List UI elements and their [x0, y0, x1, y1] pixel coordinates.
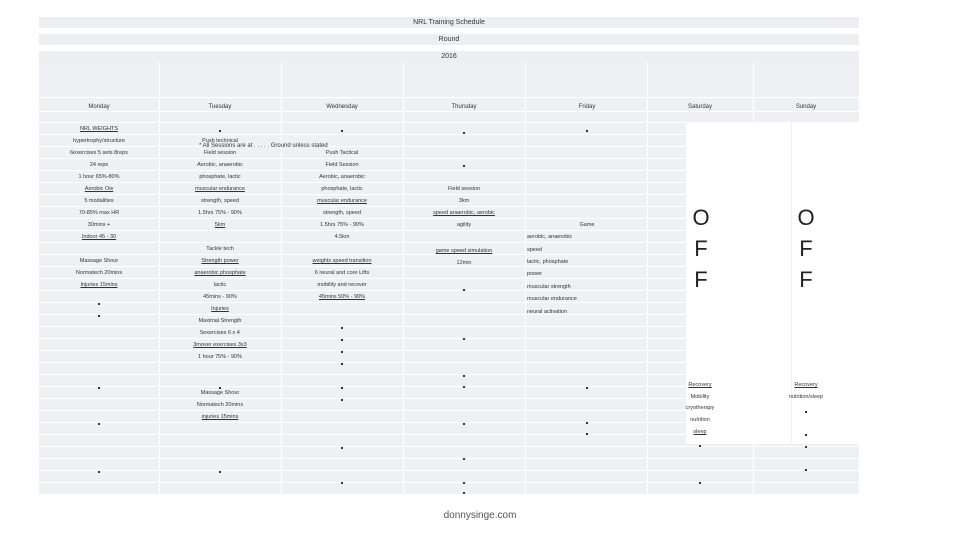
year-label: 2016 [39, 51, 859, 62]
wednesday-item: muscular endurance [317, 198, 367, 204]
row-divider [39, 482, 859, 483]
tuesday-item: Injuries [211, 306, 229, 312]
thursday-item: speed anaerobic, aerobic [433, 210, 495, 216]
friday-item: muscular strength [527, 284, 571, 290]
row-divider [39, 97, 859, 98]
monday-item: Massage Shour [79, 258, 119, 264]
friday-item: speed [527, 247, 542, 253]
monday-item: Injuries 15mins [80, 282, 118, 288]
tuesday-item: Maximal Strength [198, 318, 242, 324]
wednesday-item: 6 neural and core Lifts [314, 270, 370, 276]
row-divider [39, 470, 859, 471]
sessions-note: * All Sessions are at . . . . . Ground unless stated [199, 143, 328, 149]
empty-marker [805, 434, 807, 436]
empty-marker [98, 303, 100, 305]
empty-marker [341, 399, 343, 401]
wednesday-item: Field Session [325, 162, 359, 168]
row-divider [39, 446, 859, 447]
wednesday-item: 1.5hrs 75% - 90% [320, 222, 364, 228]
monday-item: Aerobic Ow [84, 186, 114, 192]
round-label: Round [39, 34, 859, 45]
tuesday-item: Massage Shour [200, 390, 240, 396]
day-header-tuesday: Tuesday [208, 104, 232, 110]
empty-marker [463, 423, 465, 425]
empty-marker [341, 447, 343, 449]
thursday-item: agility [456, 222, 472, 228]
empty-marker [463, 458, 465, 460]
empty-marker [341, 387, 343, 389]
empty-marker [805, 469, 807, 471]
day-header-saturday: Saturday [687, 104, 713, 110]
empty-marker [98, 387, 100, 389]
thursday-item: 12min [456, 260, 472, 266]
saturday-item: Recovery [688, 382, 712, 388]
monday-item: 5 modalities [84, 198, 114, 204]
empty-marker [341, 130, 343, 132]
empty-marker [463, 165, 465, 167]
friday-item: Game [579, 222, 595, 228]
empty-marker [341, 363, 343, 365]
empty-marker [463, 375, 465, 377]
empty-marker [805, 446, 807, 448]
sunday-item: Recovery [794, 382, 818, 388]
friday-item: lactic, phosphate [527, 259, 569, 265]
empty-marker [219, 130, 221, 132]
footer-website: donnysinge.com [443, 510, 517, 521]
row-divider [39, 458, 859, 459]
monday-item: 70-85% max HR [78, 210, 120, 216]
day-header-sunday: Sunday [795, 104, 817, 110]
thursday-item: 3km [458, 198, 470, 204]
tuesday-item: Tackle tech [206, 246, 234, 252]
monday-item: Normatech 20mins [75, 270, 123, 276]
empty-marker [463, 289, 465, 291]
schedule-grid [39, 62, 859, 494]
monday-item: NRL WEIGHTS [80, 126, 118, 132]
empty-marker [463, 386, 465, 388]
friday-item: power [527, 271, 542, 277]
tuesday-item: lactic [213, 282, 227, 288]
tuesday-item: injuries 15mins [201, 414, 239, 420]
tuesday-item: 1.5hrs 75% - 90% [198, 210, 242, 216]
tuesday-item: 5exercises 6 x 4 [200, 330, 240, 336]
tuesday-item: Push technical [202, 138, 238, 144]
empty-marker [341, 327, 343, 329]
empty-marker [463, 492, 465, 494]
monday-item: Indoor 45 - 30 [81, 234, 117, 240]
empty-marker [586, 433, 588, 435]
wednesday-item: mobility and recover [317, 282, 367, 288]
empty-marker [463, 338, 465, 340]
monday-item: hypertrophy/structure [73, 138, 125, 144]
thursday-item: Field session [447, 186, 481, 192]
tuesday-item: 1 hour 75% - 90% [197, 354, 243, 360]
tuesday-item: phosphate, lactic [199, 174, 241, 180]
empty-marker [98, 315, 100, 317]
tuesday-item: 3mover exercises 3x3 [193, 342, 247, 348]
saturday-off-label: O F F [692, 205, 710, 292]
schedule-title: NRL Training Schedule [39, 17, 859, 28]
tuesday-item: Aerobic, anaerobic [197, 162, 243, 168]
tuesday-item: 45mins - 90% [203, 294, 237, 300]
row-divider [39, 111, 859, 112]
sunday-item: nutrition/sleep [788, 394, 824, 400]
empty-marker [463, 482, 465, 484]
tuesday-item: strength, speed [201, 198, 239, 204]
day-header-monday: Monday [88, 104, 110, 110]
wednesday-item: strength, speed [323, 210, 361, 216]
friday-item: muscular endurance [527, 296, 577, 302]
empty-marker [219, 471, 221, 473]
saturday-item: nutrition [690, 417, 710, 423]
empty-marker [699, 482, 701, 484]
tuesday-item: Field session [203, 150, 237, 156]
tuesday-item: muscular endurance [195, 186, 245, 192]
empty-marker [586, 387, 588, 389]
monday-item: 24 reps [89, 162, 109, 168]
day-header-wednesday: Wednesday [326, 104, 358, 110]
empty-marker [341, 339, 343, 341]
friday-item: neural activation [527, 309, 568, 315]
empty-marker [805, 411, 807, 413]
saturday-item: Mobility [690, 394, 710, 400]
wednesday-item: phosphate, lactic [321, 186, 363, 192]
day-header-thursday: Thursday [451, 104, 477, 110]
empty-marker [98, 471, 100, 473]
monday-item: 1 hour 65%-80% [78, 174, 120, 180]
empty-marker [341, 351, 343, 353]
saturday-item: sleep [693, 429, 707, 435]
saturday-item: cryotherapy [685, 405, 715, 411]
wednesday-item: 45mins 50% - 90% [318, 294, 366, 300]
monday-item: 6exercises 5 sets 8reps [70, 150, 128, 156]
thursday-item: game speed simulation [435, 248, 493, 254]
empty-marker [586, 422, 588, 424]
empty-marker [586, 130, 588, 132]
monday-item: 30mins + [87, 222, 111, 228]
weekend-off-block [686, 122, 860, 444]
tuesday-item: anaerobic phosphate [194, 270, 246, 276]
tuesday-item: 5km [214, 222, 226, 228]
wednesday-item: weights speed transition [312, 258, 372, 264]
sunday-off-label: O F F [797, 205, 815, 292]
tuesday-item: Strength power [201, 258, 239, 264]
empty-marker [463, 132, 465, 134]
empty-marker [219, 387, 221, 389]
empty-marker [98, 423, 100, 425]
friday-item: aerobic, anaerobic [527, 234, 573, 240]
day-header-friday: Friday [578, 104, 596, 110]
wednesday-item: Push Tactical [325, 150, 359, 156]
empty-marker [341, 482, 343, 484]
wednesday-item: Aerobic, anaerobic [319, 174, 365, 180]
tuesday-item: Normatech 20mins [196, 402, 244, 408]
empty-marker [699, 445, 701, 447]
wednesday-item: 4.5km [334, 234, 350, 240]
